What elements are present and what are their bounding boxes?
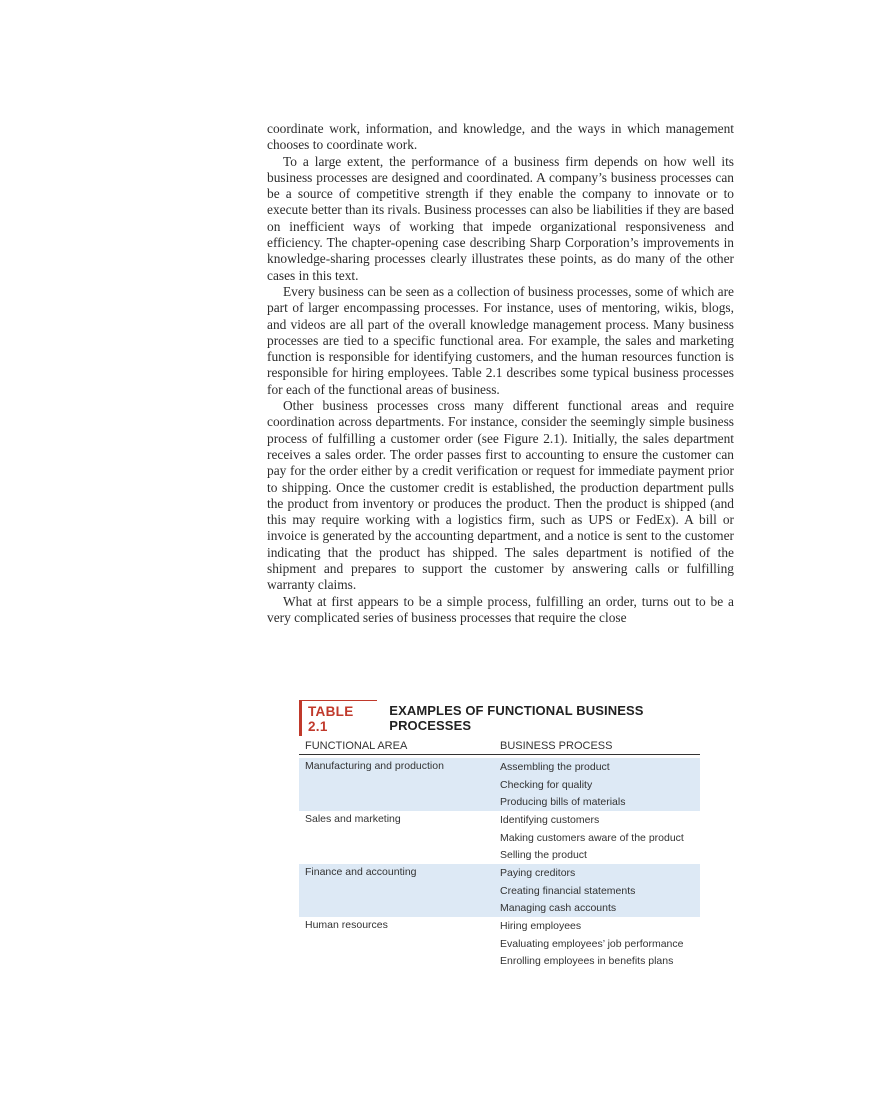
process-cell: Paying creditors	[494, 864, 700, 882]
process-cell: Identifying customers	[500, 813, 600, 826]
process-cell: Managing cash accounts	[494, 900, 700, 918]
paragraph: To a large extent, the performance of a business firm depends on how well its business processes are designed and coordinated. A company’s business processes can be a source of competitive strength if they enable the company to innovate or to execute better than its rivals. Business processes can also be liabilities if they are based on inefficient ways of working that impede organizational responsiveness and efficiency. The chapter-opening case describing Sharp Corporation’s improvements in knowledge-sharing processes clearly illustrates these points, as do many of the other cases in this text.	[267, 153, 734, 283]
paragraph: coordinate work, information, and knowledge, and the ways in which management chooses to coordinate work.	[267, 121, 734, 153]
area-cell: Finance and accounting	[299, 864, 494, 917]
table-row	[299, 864, 700, 882]
paragraph: What at first appears to be a simple process, fulfilling an order, turns out to be a very complicated series of business processes that require the close	[267, 593, 734, 625]
process-cell: Creating financial statements	[494, 882, 700, 900]
table-number-tag: TABLE 2.1	[299, 700, 377, 736]
area-cell: Sales and marketing	[305, 813, 401, 826]
table-row	[299, 758, 700, 776]
area-cell: Human resources	[305, 919, 388, 932]
table-header-row	[299, 736, 700, 755]
process-cell: Assembling the product	[494, 758, 700, 776]
body-text	[267, 121, 734, 626]
process-cell: Checking for quality	[494, 776, 700, 794]
process-cell: Producing bills of materials	[494, 793, 700, 811]
header-business-process: BUSINESS PROCESS	[494, 736, 700, 755]
table-title: EXAMPLES OF FUNCTIONAL BUSINESS PROCESSES	[389, 703, 644, 733]
process-cell: Evaluating employees’ job performance	[500, 937, 684, 950]
table-title-row	[299, 703, 700, 734]
process-cell: Hiring employees	[500, 920, 582, 933]
process-cell: Making customers aware of the product	[500, 831, 684, 844]
area-cell: Manufacturing and production	[299, 758, 494, 811]
table-row	[299, 917, 700, 935]
header-functional-area: FUNCTIONAL AREA	[299, 736, 494, 755]
process-cell: Enrolling employees in benefits plans	[500, 955, 674, 968]
table-2-1	[299, 703, 700, 970]
paragraph: Other business processes cross many different functional areas and require coordination across departments. For instance, consider the seemingly simple business process of fulfilling a customer order (see Figure 2.1). Initially, the sales department receives a sales order. The order passes first to accounting to ensure the customer can pay for the order either by a credit verification or request for immediate payment prior to shipping. Once the customer credit is established, the production department pulls the product from inventory or produces the product. Then the product is shipped (and this may require working with a logistics firm, such as UPS or FedEx). A bill or invoice is generated by the accounting department, and a notice is sent to the customer indicating that the product has shipped. The sales department is notified of the shipment and prepares to support the customer by answering calls or fulfilling warranty claims.	[267, 398, 734, 593]
process-table	[299, 736, 700, 970]
paragraph: Every business can be seen as a collection of business processes, some of which are part of larger encompassing processes. For instance, uses of mentoring, wikis, blogs, and videos are all part of the overall knowledge management process. Many business processes are tied to a specific functional area. For example, the sales and marketing function is responsible for identifying customers, and the human resources function is responsible for hiring employees. Table 2.1 describes some typical business processes for each of the functional areas of business.	[267, 283, 734, 397]
process-cell: Selling the product	[500, 849, 587, 862]
table-row	[299, 811, 700, 829]
